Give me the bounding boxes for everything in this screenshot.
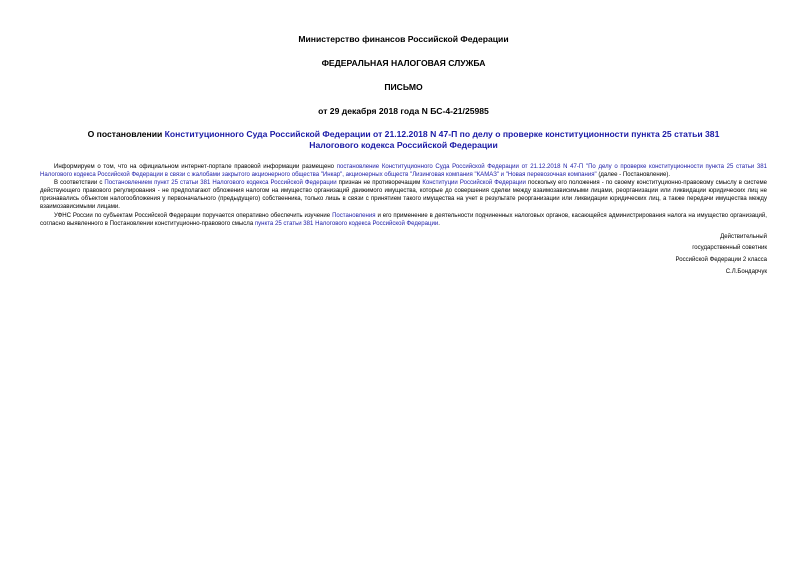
paragraph-2-link-1[interactable]: Постановлением (104, 180, 153, 187)
signature-title-line-3: Российской Федерации 2 класса (675, 256, 767, 263)
paragraph-2-link-2[interactable]: пункт 25 статьи 381 Налогового кодекса Российской Федерации (152, 180, 337, 187)
document-body (40, 163, 767, 228)
document-type: ПИСЬМО (384, 82, 423, 92)
paragraph-3-link-1[interactable]: Постановления (332, 212, 376, 219)
paragraph-1 (40, 163, 767, 179)
paragraph-1-text-2: (далее - Постановление). (596, 172, 671, 179)
paragraph-3-link-2[interactable]: пункта 25 статьи 381 Налогового кодекса Российской Федерации (254, 220, 439, 227)
signature-block (40, 232, 767, 278)
paragraph-2 (40, 179, 767, 211)
signature-title-line-2: государственный советник (692, 245, 767, 252)
paragraph-3-text-1: УФНС России по субъектам Российской Федерации поручается оперативно обеспечить изучение (54, 212, 333, 219)
paragraph-1-link-1[interactable]: постановление Конституционного Суда Российской Федерации от 21.12.2018 N 47-П "По делу о проверке конституционности пункта 25 статьи 381 Налогового кодекса Российской Федерации в связи с жалобами закрытого акционерного общества "Инкар", акционерных обществ "Лизинговая компания "КАМАЗ" и "Новая перевозочная компания" (40, 164, 767, 179)
document-date-number: от 29 декабря 2018 года N БС-4-21/25985 (318, 106, 489, 116)
ministry-name: Министерство финансов Российской Федерации (298, 34, 509, 44)
paragraph-3-text-3: . (438, 220, 440, 227)
signatory-name: С.Л.Бондарчук (725, 268, 767, 275)
paragraph-1-text-1: Информируем о том, что на официальном интернет-портале правовой информации размещено (54, 164, 337, 170)
title-link[interactable]: Конституционного Суда Российской Федерации от 21.12.2018 N 47-П по делу о проверке конституционности пункта 25 статьи 381 Налогового кодекса Российской Федерации (164, 129, 720, 150)
service-name: ФЕДЕРАЛЬНАЯ НАЛОГОВАЯ СЛУЖБА (321, 58, 486, 68)
document-title (68, 129, 739, 151)
paragraph-3-text-2: и его применение в деятельности подчиненных налоговых органов, касающейся администрирования налога на имущество организаций, согласно выявленного в Постановлении конституционно-правового смысла (40, 212, 767, 227)
paragraph-2-text-1: В соответствии с (54, 180, 105, 187)
paragraph-2-text-3: поскольку его положения - по своему конституционно-правовому смыслу в системе действующего правового регулирования - не предполагают обложения налогом на имущество организаций движимого имущества, которые до совершения сделки между взаимозависимыми лицами, реорганизации или ликвидации юридических лиц не признавались объектом налогообложения у первоначального (предыдущего) собственника, только лишь в связи с принятием такого имущества на учет в результате реорганизации или ликвидации юридических лиц, а также передачи имущества между взаимозависимыми лицами. (40, 180, 767, 211)
paragraph-2-text-2: признан не противоречащим (336, 180, 423, 187)
signature-title-line-1: Действительный (720, 233, 767, 240)
paragraph-2-link-3[interactable]: Конституции Российской Федерации (422, 180, 526, 187)
paragraph-3 (40, 212, 767, 228)
title-prefix: О постановлении (87, 129, 165, 139)
